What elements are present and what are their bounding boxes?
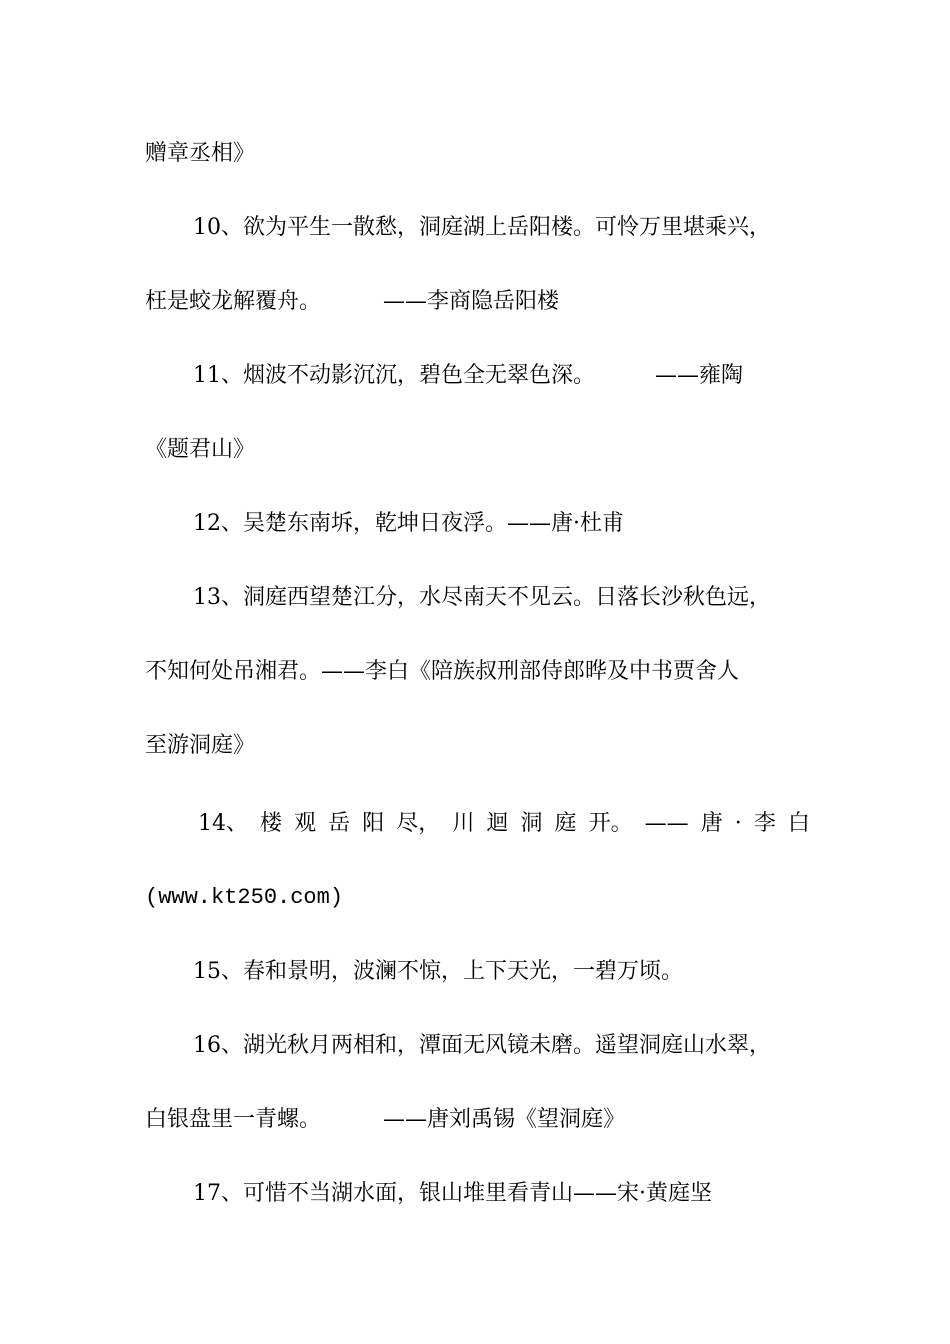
- text-line: [145, 435, 810, 465]
- line-token: ——: [644, 811, 689, 836]
- line-text: 不知何处吊湘君。——李白《陪族叔刑部侍郎晔及中书贾舍人: [145, 659, 740, 684]
- line-token: 观: [294, 811, 317, 836]
- text-line: [145, 731, 810, 761]
- line-token: 岳: [328, 811, 351, 836]
- text-line: [145, 1105, 810, 1135]
- text-line: [193, 213, 858, 243]
- text-line: [193, 509, 858, 539]
- line-token: 尽，: [396, 811, 441, 836]
- line-text: 赠章丞相》: [145, 141, 256, 166]
- line-token: 唐: [700, 811, 723, 836]
- text-line: [145, 139, 810, 169]
- line-text: 17、可惜不当湖水面，银山堆里看青山——宋·黄庭坚: [193, 1181, 712, 1206]
- line-attribution: ——雍陶: [655, 363, 744, 388]
- text-line-justified: [198, 809, 810, 839]
- url-text: (www.kt250.com): [145, 885, 344, 910]
- text-line: [193, 1031, 858, 1061]
- text-line: [145, 883, 810, 913]
- text-line: [145, 657, 810, 687]
- line-token: 洞: [520, 811, 543, 836]
- text-line: [145, 287, 810, 317]
- line-token: 开。: [588, 811, 633, 836]
- line-token: ·: [734, 811, 742, 836]
- line-attribution: ——唐刘禹锡《望洞庭》: [383, 1107, 626, 1132]
- line-text: 13、洞庭西望楚江分，水尽南天不见云。日落长沙秋色远，: [193, 585, 771, 610]
- line-text: 12、吴楚东南坼，乾坤日夜浮。——唐·杜甫: [193, 511, 624, 536]
- line-token: 川: [452, 811, 475, 836]
- text-line: [193, 361, 858, 391]
- line-token: 庭: [554, 811, 577, 836]
- line-text: 15、春和景明，波澜不惊，上下天光，一碧万顷。: [193, 959, 683, 984]
- line-text: 至游洞庭》: [145, 733, 256, 758]
- line-text: 枉是蛟龙解覆舟。: [145, 289, 322, 314]
- line-text: 11、烟波不动影沉沉，碧色全无翠色深。: [193, 363, 595, 388]
- line-attribution: ——李商隐岳阳楼: [383, 289, 560, 314]
- text-line: [193, 957, 858, 987]
- line-token: 李: [753, 811, 776, 836]
- line-token: 白: [787, 811, 810, 836]
- text-line: [193, 583, 858, 613]
- line-token: 楼: [260, 811, 283, 836]
- line-token: 14、: [198, 811, 248, 836]
- line-token: 迴: [486, 811, 509, 836]
- text-line: [193, 1179, 858, 1209]
- line-token: 阳: [362, 811, 385, 836]
- line-text: 白银盘里一青螺。: [145, 1107, 322, 1132]
- line-text: 10、欲为平生一散愁，洞庭湖上岳阳楼。可怜万里堪乘兴，: [193, 215, 771, 240]
- line-text: 《题君山》: [145, 437, 256, 462]
- line-text: 16、湖光秋月两相和，潭面无风镜未磨。遥望洞庭山水翠，: [193, 1033, 771, 1058]
